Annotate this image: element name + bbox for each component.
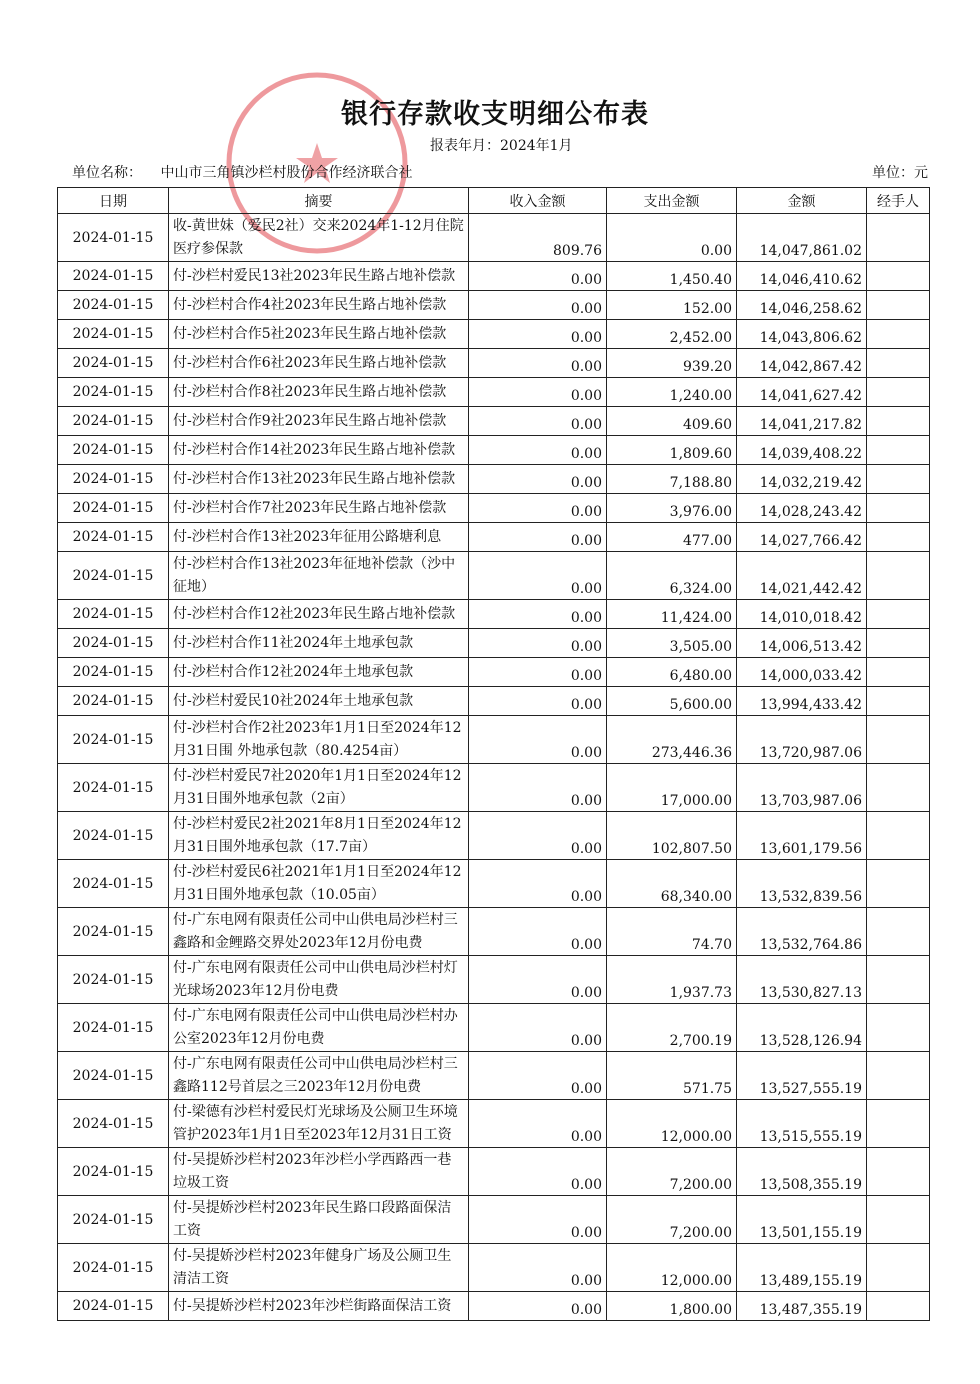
table-row: [58, 1148, 930, 1196]
table-row: [58, 764, 930, 812]
cell-balance: 13,487,355.19: [737, 1292, 867, 1321]
table-row: [58, 600, 930, 629]
cell-handler: [867, 349, 930, 378]
cell-expense: 102,807.50: [607, 812, 737, 860]
cell-income: 0.00: [469, 1196, 607, 1244]
cell-handler: [867, 494, 930, 523]
cell-desc: 收-黄世妹（爱民2社）交来2024年1-12月住院医疗参保款: [169, 214, 469, 262]
header-income: 收入金额: [469, 188, 607, 214]
cell-expense: 1,450.40: [607, 262, 737, 291]
cell-date: 2024-01-15: [58, 407, 169, 436]
header-date: 日期: [58, 188, 169, 214]
cell-income: 0.00: [469, 908, 607, 956]
cell-income: 0.00: [469, 956, 607, 1004]
cell-date: 2024-01-15: [58, 1100, 169, 1148]
cell-desc: 付-沙栏村合作12社2024年土地承包款: [169, 658, 469, 687]
cell-date: 2024-01-15: [58, 262, 169, 291]
unit-name-label: 单位名称：: [72, 165, 142, 181]
page-title: 银行存款收支明细公布表: [341, 99, 649, 130]
cell-income: 0.00: [469, 812, 607, 860]
cell-income: 0.00: [469, 494, 607, 523]
cell-handler: [867, 291, 930, 320]
cell-date: 2024-01-15: [58, 658, 169, 687]
cell-handler: [867, 1052, 930, 1100]
cell-balance: 14,042,867.42: [737, 349, 867, 378]
cell-handler: [867, 860, 930, 908]
cell-desc: 付-广东电网有限责任公司中山供电局沙栏村灯光球场2023年12月份电费: [169, 956, 469, 1004]
table-row: [58, 436, 930, 465]
header-balance: 金额: [737, 188, 867, 214]
cell-date: 2024-01-15: [58, 716, 169, 764]
table-row: [58, 262, 930, 291]
cell-handler: [867, 262, 930, 291]
cell-balance: 14,047,861.02: [737, 214, 867, 262]
cell-handler: [867, 1244, 930, 1292]
cell-income: 0.00: [469, 465, 607, 494]
table-row: [58, 1196, 930, 1244]
cell-date: 2024-01-15: [58, 349, 169, 378]
cell-balance: 14,027,766.42: [737, 523, 867, 552]
cell-expense: 477.00: [607, 523, 737, 552]
cell-income: 0.00: [469, 436, 607, 465]
cell-balance: 14,041,217.82: [737, 407, 867, 436]
cell-date: 2024-01-15: [58, 1148, 169, 1196]
cell-balance: 13,515,555.19: [737, 1100, 867, 1148]
table-row: [58, 523, 930, 552]
cell-desc: 付-吴提娇沙栏村2023年沙栏小学西路西一巷垃圾工资: [169, 1148, 469, 1196]
cell-handler: [867, 600, 930, 629]
header-handler: 经手人: [867, 188, 930, 214]
cell-date: 2024-01-15: [58, 1052, 169, 1100]
cell-balance: 14,028,243.42: [737, 494, 867, 523]
cell-date: 2024-01-15: [58, 629, 169, 658]
cell-expense: 571.75: [607, 1052, 737, 1100]
table-row: [58, 1100, 930, 1148]
cell-date: 2024-01-15: [58, 291, 169, 320]
cell-desc: 付-沙栏村爱民13社2023年民生路占地补偿款: [169, 262, 469, 291]
cell-expense: 11,424.00: [607, 600, 737, 629]
cell-balance: 14,032,219.42: [737, 465, 867, 494]
cell-balance: 13,508,355.19: [737, 1148, 867, 1196]
cell-date: 2024-01-15: [58, 523, 169, 552]
report-period: 报表年月：2024年1月: [430, 138, 573, 154]
table-row: [58, 1052, 930, 1100]
cell-expense: 3,976.00: [607, 494, 737, 523]
table-row: [58, 349, 930, 378]
ledger-table: [57, 187, 930, 1321]
table-row: [58, 908, 930, 956]
table-row: [58, 320, 930, 349]
cell-income: 0.00: [469, 764, 607, 812]
cell-income: 0.00: [469, 320, 607, 349]
cell-date: 2024-01-15: [58, 600, 169, 629]
cell-expense: 1,937.73: [607, 956, 737, 1004]
table-row: [58, 1004, 930, 1052]
cell-desc: 付-沙栏村合作4社2023年民生路占地补偿款: [169, 291, 469, 320]
cell-desc: 付-沙栏村合作6社2023年民生路占地补偿款: [169, 349, 469, 378]
cell-expense: 2,700.19: [607, 1004, 737, 1052]
cell-income: 809.76: [469, 214, 607, 262]
cell-expense: 6,324.00: [607, 552, 737, 600]
cell-expense: 7,200.00: [607, 1148, 737, 1196]
cell-balance: 14,021,442.42: [737, 552, 867, 600]
cell-desc: 付-沙栏村合作2社2023年1月1日至2024年12月31日围 外地承包款（80.4254亩）: [169, 716, 469, 764]
cell-date: 2024-01-15: [58, 378, 169, 407]
cell-income: 0.00: [469, 860, 607, 908]
cell-desc: 付-广东电网有限责任公司中山供电局沙栏村三鑫路和金鲤路交界处2023年12月份电费: [169, 908, 469, 956]
cell-desc: 付-沙栏村合作5社2023年民生路占地补偿款: [169, 320, 469, 349]
cell-expense: 1,240.00: [607, 378, 737, 407]
cell-income: 0.00: [469, 291, 607, 320]
cell-expense: 68,340.00: [607, 860, 737, 908]
table-row: [58, 716, 930, 764]
cell-desc: 付-沙栏村爱民2社2021年8月1日至2024年12月31日围外地承包款（17.7亩）: [169, 812, 469, 860]
cell-date: 2024-01-15: [58, 764, 169, 812]
table-row: [58, 291, 930, 320]
table-row: [58, 956, 930, 1004]
cell-expense: 409.60: [607, 407, 737, 436]
cell-expense: 6,480.00: [607, 658, 737, 687]
cell-date: 2024-01-15: [58, 465, 169, 494]
cell-balance: 13,530,827.13: [737, 956, 867, 1004]
cell-handler: [867, 812, 930, 860]
cell-date: 2024-01-15: [58, 552, 169, 600]
currency-unit: 单位：元: [872, 165, 928, 181]
table-row: [58, 1292, 930, 1321]
cell-handler: [867, 687, 930, 716]
cell-desc: 付-沙栏村合作7社2023年民生路占地补偿款: [169, 494, 469, 523]
cell-income: 0.00: [469, 658, 607, 687]
cell-date: 2024-01-15: [58, 1004, 169, 1052]
cell-expense: 17,000.00: [607, 764, 737, 812]
cell-date: 2024-01-15: [58, 1196, 169, 1244]
cell-desc: 付-梁德有沙栏村爱民灯光球场及公厕卫生环境管护2023年1月1日至2023年12月31日工资: [169, 1100, 469, 1148]
cell-handler: [867, 716, 930, 764]
cell-balance: 13,601,179.56: [737, 812, 867, 860]
cell-handler: [867, 552, 930, 600]
cell-handler: [867, 1196, 930, 1244]
cell-desc: 付-沙栏村爱民10社2024年土地承包款: [169, 687, 469, 716]
cell-income: 0.00: [469, 1004, 607, 1052]
cell-balance: 13,532,839.56: [737, 860, 867, 908]
cell-income: 0.00: [469, 1052, 607, 1100]
cell-date: 2024-01-15: [58, 908, 169, 956]
cell-date: 2024-01-15: [58, 214, 169, 262]
table-row: [58, 214, 930, 262]
cell-expense: 7,188.80: [607, 465, 737, 494]
cell-desc: 付-沙栏村合作12社2023年民生路占地补偿款: [169, 600, 469, 629]
cell-expense: 939.20: [607, 349, 737, 378]
table-row: [58, 494, 930, 523]
cell-expense: 2,452.00: [607, 320, 737, 349]
cell-expense: 273,446.36: [607, 716, 737, 764]
cell-income: 0.00: [469, 716, 607, 764]
cell-handler: [867, 764, 930, 812]
cell-balance: 13,501,155.19: [737, 1196, 867, 1244]
cell-income: 0.00: [469, 1244, 607, 1292]
cell-handler: [867, 908, 930, 956]
cell-income: 0.00: [469, 523, 607, 552]
header-desc: 摘要: [169, 188, 469, 214]
cell-balance: 13,528,126.94: [737, 1004, 867, 1052]
cell-expense: 74.70: [607, 908, 737, 956]
cell-balance: 13,703,987.06: [737, 764, 867, 812]
cell-handler: [867, 629, 930, 658]
cell-expense: 0.00: [607, 214, 737, 262]
cell-income: 0.00: [469, 407, 607, 436]
cell-desc: 付-沙栏村合作11社2024年土地承包款: [169, 629, 469, 658]
cell-handler: [867, 956, 930, 1004]
cell-income: 0.00: [469, 687, 607, 716]
table-row: [58, 658, 930, 687]
cell-income: 0.00: [469, 262, 607, 291]
table-row: [58, 860, 930, 908]
cell-income: 0.00: [469, 1100, 607, 1148]
cell-income: 0.00: [469, 378, 607, 407]
cell-handler: [867, 320, 930, 349]
unit-line: [72, 162, 928, 182]
table-row: [58, 687, 930, 716]
cell-date: 2024-01-15: [58, 956, 169, 1004]
table-row: [58, 629, 930, 658]
cell-balance: 14,010,018.42: [737, 600, 867, 629]
cell-expense: 152.00: [607, 291, 737, 320]
cell-handler: [867, 523, 930, 552]
cell-date: 2024-01-15: [58, 494, 169, 523]
cell-desc: 付-沙栏村合作13社2023年民生路占地补偿款: [169, 465, 469, 494]
cell-handler: [867, 1100, 930, 1148]
cell-income: 0.00: [469, 552, 607, 600]
cell-balance: 13,527,555.19: [737, 1052, 867, 1100]
cell-handler: [867, 407, 930, 436]
cell-expense: 1,800.00: [607, 1292, 737, 1321]
cell-balance: 14,046,410.62: [737, 262, 867, 291]
table-row: [58, 465, 930, 494]
cell-desc: 付-沙栏村爱民6社2021年1月1日至2024年12月31日围外地承包款（10.05亩）: [169, 860, 469, 908]
cell-expense: 5,600.00: [607, 687, 737, 716]
cell-date: 2024-01-15: [58, 320, 169, 349]
table-row: [58, 407, 930, 436]
table-row: [58, 812, 930, 860]
cell-desc: 付-广东电网有限责任公司中山供电局沙栏村三鑫路112号首层之三2023年12月份电费: [169, 1052, 469, 1100]
cell-balance: 14,039,408.22: [737, 436, 867, 465]
header-row: [58, 188, 930, 214]
cell-date: 2024-01-15: [58, 436, 169, 465]
cell-balance: 14,000,033.42: [737, 658, 867, 687]
cell-balance: 13,994,433.42: [737, 687, 867, 716]
cell-desc: 付-沙栏村合作9社2023年民生路占地补偿款: [169, 407, 469, 436]
cell-balance: 14,006,513.42: [737, 629, 867, 658]
cell-balance: 14,041,627.42: [737, 378, 867, 407]
cell-balance: 14,046,258.62: [737, 291, 867, 320]
cell-desc: 付-沙栏村合作8社2023年民生路占地补偿款: [169, 378, 469, 407]
header-expense: 支出金额: [607, 188, 737, 214]
table-row: [58, 552, 930, 600]
cell-expense: 7,200.00: [607, 1196, 737, 1244]
cell-balance: 14,043,806.62: [737, 320, 867, 349]
cell-handler: [867, 436, 930, 465]
cell-handler: [867, 465, 930, 494]
cell-expense: 12,000.00: [607, 1244, 737, 1292]
cell-date: 2024-01-15: [58, 860, 169, 908]
cell-desc: 付-沙栏村合作13社2023年征地补偿款（沙中征地）: [169, 552, 469, 600]
unit-name: 中山市三角镇沙栏村股份合作经济联合社: [160, 165, 413, 181]
cell-handler: [867, 1004, 930, 1052]
cell-date: 2024-01-15: [58, 687, 169, 716]
cell-income: 0.00: [469, 349, 607, 378]
cell-expense: 3,505.00: [607, 629, 737, 658]
cell-income: 0.00: [469, 629, 607, 658]
cell-handler: [867, 658, 930, 687]
cell-balance: 13,720,987.06: [737, 716, 867, 764]
cell-date: 2024-01-15: [58, 1244, 169, 1292]
cell-balance: 13,489,155.19: [737, 1244, 867, 1292]
cell-date: 2024-01-15: [58, 1292, 169, 1321]
cell-expense: 1,809.60: [607, 436, 737, 465]
cell-desc: 付-吴提娇沙栏村2023年沙栏街路面保洁工资: [169, 1292, 469, 1321]
cell-desc: 付-吴提娇沙栏村2023年健身广场及公厕卫生清洁工资: [169, 1244, 469, 1292]
cell-date: 2024-01-15: [58, 812, 169, 860]
cell-handler: [867, 214, 930, 262]
cell-income: 0.00: [469, 1148, 607, 1196]
cell-desc: 付-沙栏村爱民7社2020年1月1日至2024年12月31日围外地承包款（2亩）: [169, 764, 469, 812]
cell-desc: 付-沙栏村合作14社2023年民生路占地补偿款: [169, 436, 469, 465]
cell-income: 0.00: [469, 1292, 607, 1321]
table-row: [58, 378, 930, 407]
cell-income: 0.00: [469, 600, 607, 629]
cell-handler: [867, 1148, 930, 1196]
cell-balance: 13,532,764.86: [737, 908, 867, 956]
cell-expense: 12,000.00: [607, 1100, 737, 1148]
cell-handler: [867, 1292, 930, 1321]
cell-desc: 付-广东电网有限责任公司中山供电局沙栏村办公室2023年12月份电费: [169, 1004, 469, 1052]
table-row: [58, 1244, 930, 1292]
cell-handler: [867, 378, 930, 407]
cell-desc: 付-吴提娇沙栏村2023年民生路口段路面保洁工资: [169, 1196, 469, 1244]
cell-desc: 付-沙栏村合作13社2023年征用公路塘利息: [169, 523, 469, 552]
